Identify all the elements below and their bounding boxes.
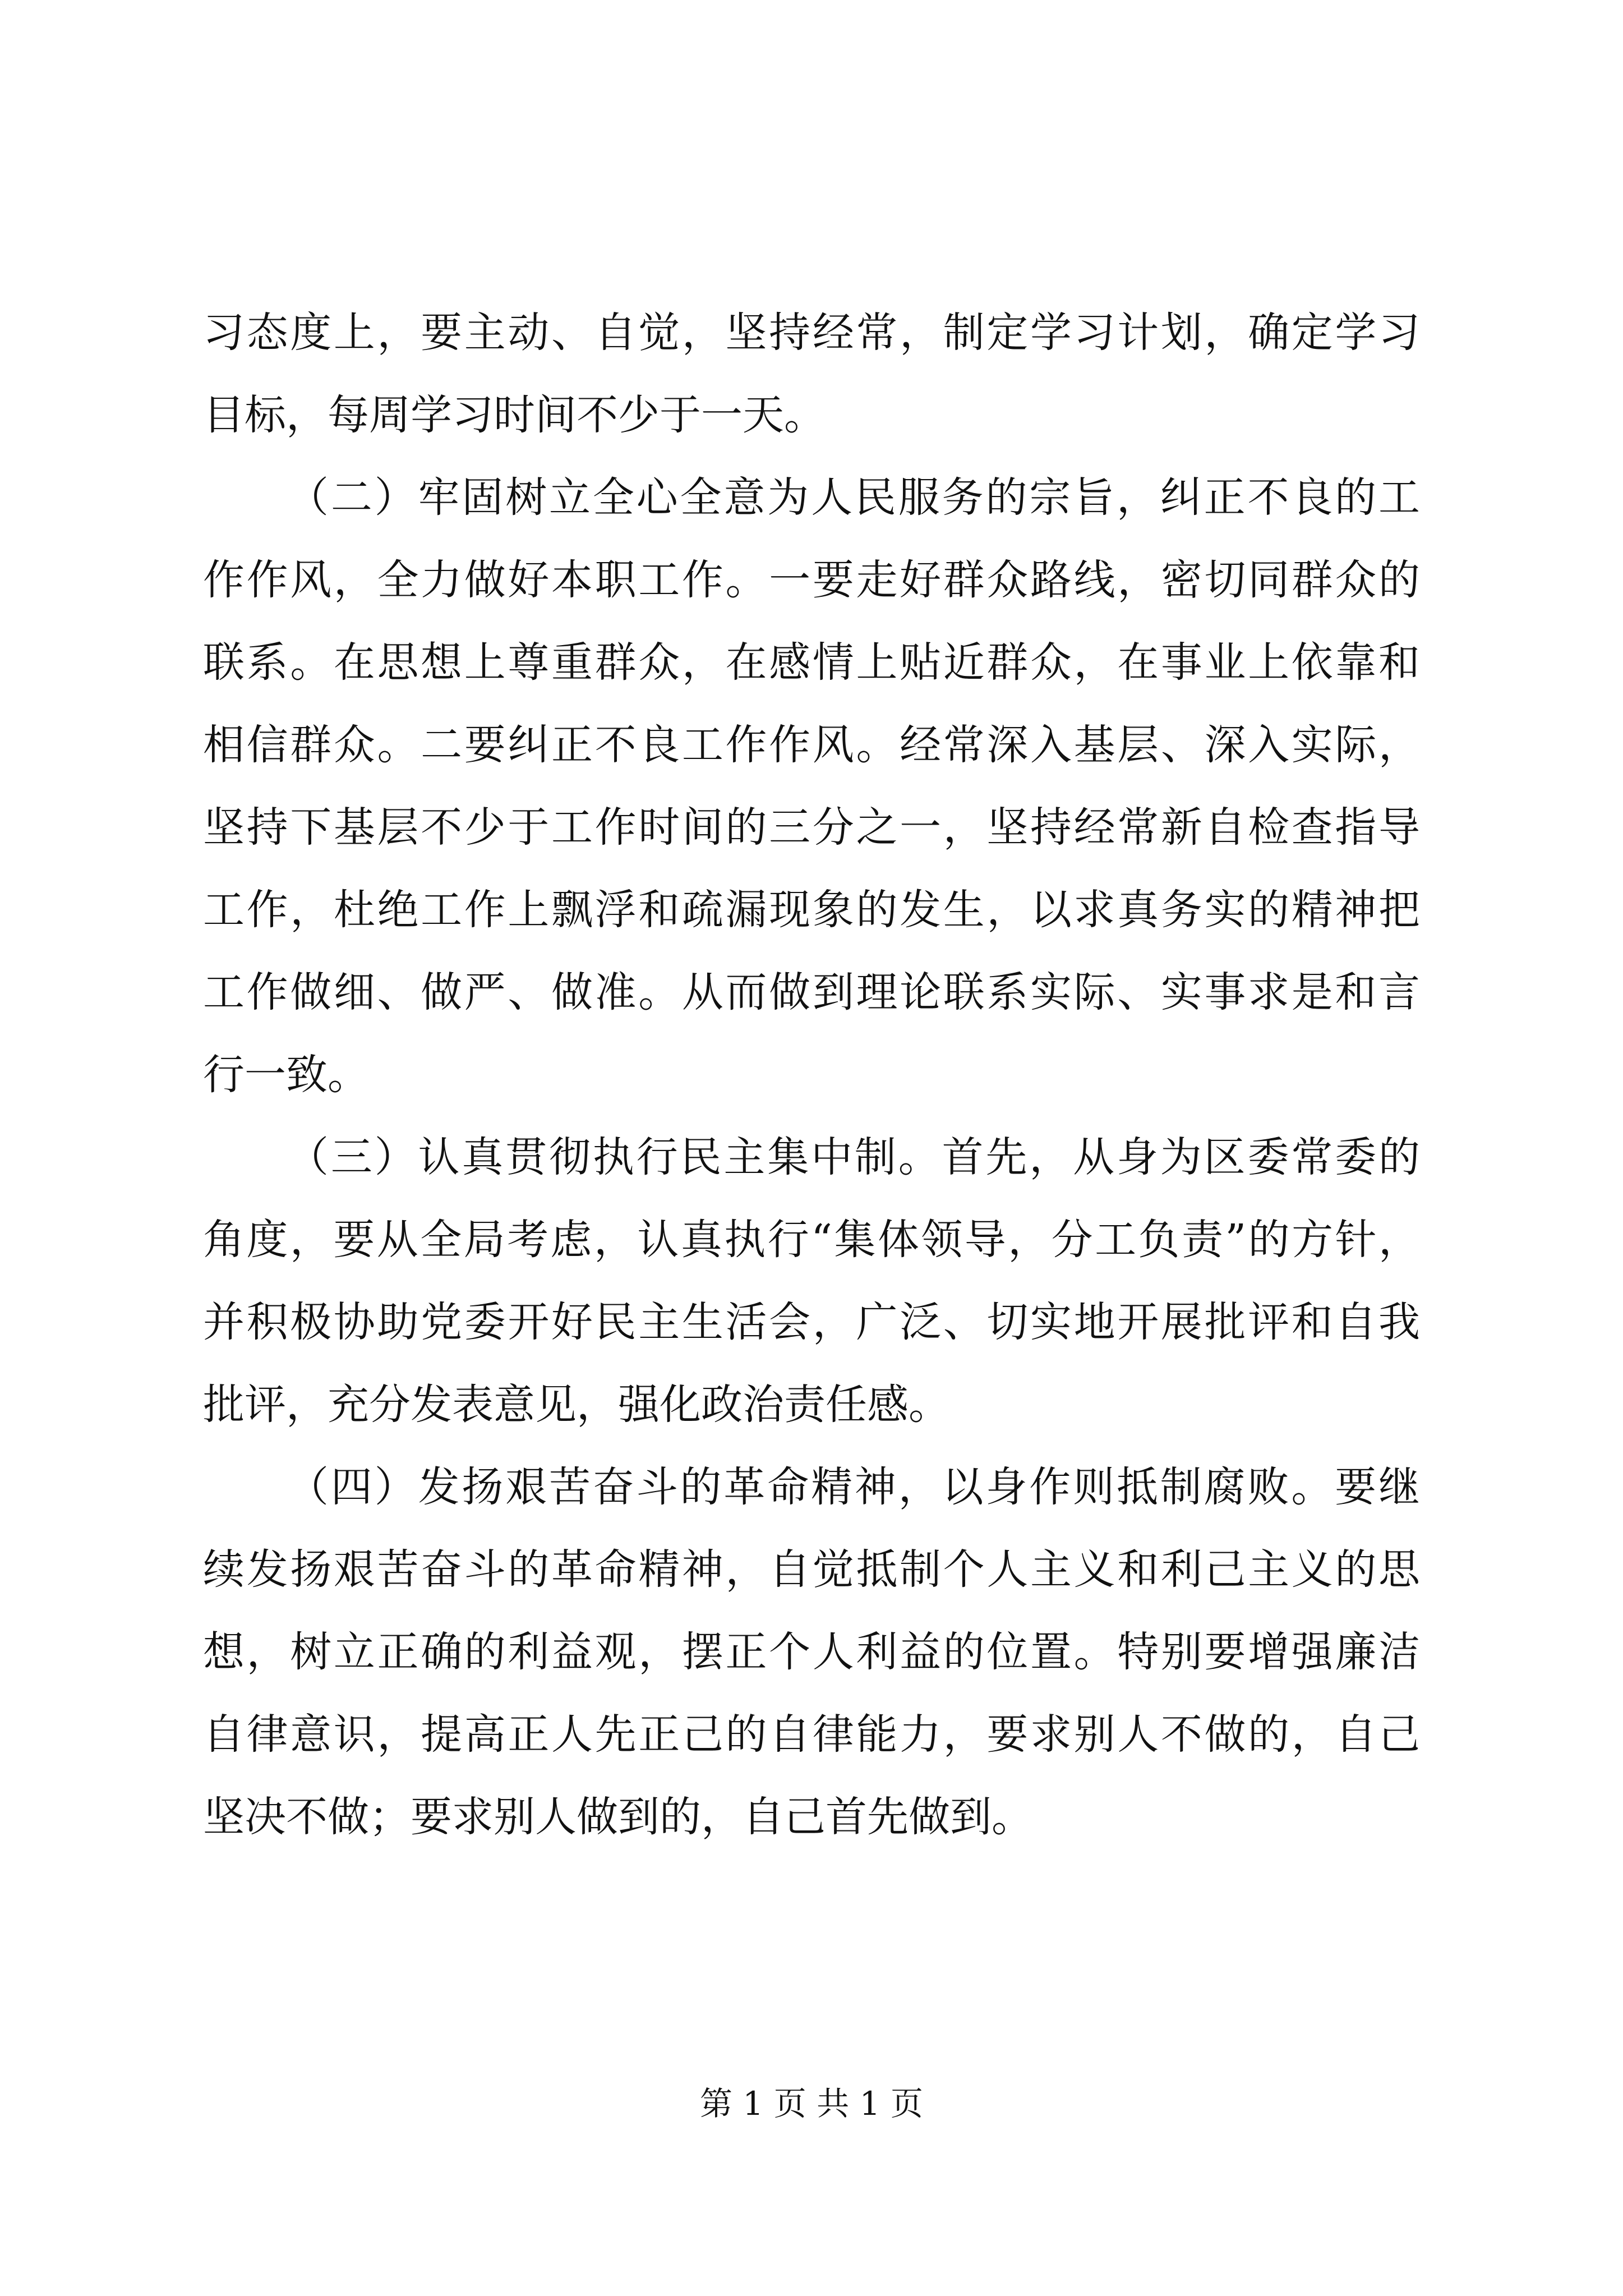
text-line: 习态度上，要主动、自觉，坚持经常，制定学习计划，确定学习 [203, 309, 1420, 357]
text-line: 批评，充分发表意见，强化政治责任感。 [203, 1381, 950, 1429]
document-body [203, 292, 1420, 1858]
text-line: 工作做细、做严、做准。从而做到理论联系实际、实事求是和言 [203, 968, 1420, 1016]
text-line: 自律意识，提高正人先正己的自律能力，要求别人不做的，自己 [203, 1710, 1420, 1759]
text-line: 行一致。 [203, 1051, 369, 1099]
text-line: 角度，要从全局考虑，认真执行“集体领导，分工负责”的方针， [203, 1216, 1420, 1264]
text-line: （四）发扬艰苦奋斗的革命精神，以身作则抵制腐败。要继 [287, 1463, 1420, 1511]
paragraph-1 [203, 292, 1420, 457]
paragraph-4 [203, 1446, 1420, 1858]
page-number-footer: 第 1 页 共 1 页 [700, 2085, 923, 2123]
paragraph-2 [203, 457, 1420, 1116]
text-line: 坚决不做；要求别人做到的，自己首先做到。 [203, 1793, 1033, 1841]
text-line: 目标，每周学习时间不少于一天。 [203, 391, 826, 439]
text-line: 续发扬艰苦奋斗的革命精神，自觉抵制个人主义和利己主义的思 [203, 1545, 1420, 1594]
text-line: 坚持下基层不少于工作时间的三分之一，坚持经常新自检查指导 [203, 803, 1420, 852]
text-line: （三）认真贯彻执行民主集中制。首先，从身为区委常委的 [287, 1133, 1420, 1181]
text-line: 相信群众。二要纠正不良工作作风。经常深入基层、深入实际， [203, 721, 1420, 769]
text-line: 想，树立正确的利益观，摆正个人利益的位置。特别要增强廉洁 [203, 1628, 1420, 1676]
text-line: 工作，杜绝工作上飘浮和疏漏现象的发生，以求真务实的精神把 [203, 886, 1420, 934]
text-line: 联系。在思想上尊重群众，在感情上贴近群众，在事业上依靠和 [203, 638, 1420, 687]
text-line: 并积极协助党委开好民主生活会，广泛、切实地开展批评和自我 [203, 1298, 1420, 1346]
text-line: （二）牢固树立全心全意为人民服务的宗旨，纠正不良的工 [287, 473, 1420, 522]
paragraph-3 [203, 1116, 1420, 1446]
text-line: 作作风，全力做好本职工作。一要走好群众路线，密切同群众的 [203, 556, 1420, 604]
